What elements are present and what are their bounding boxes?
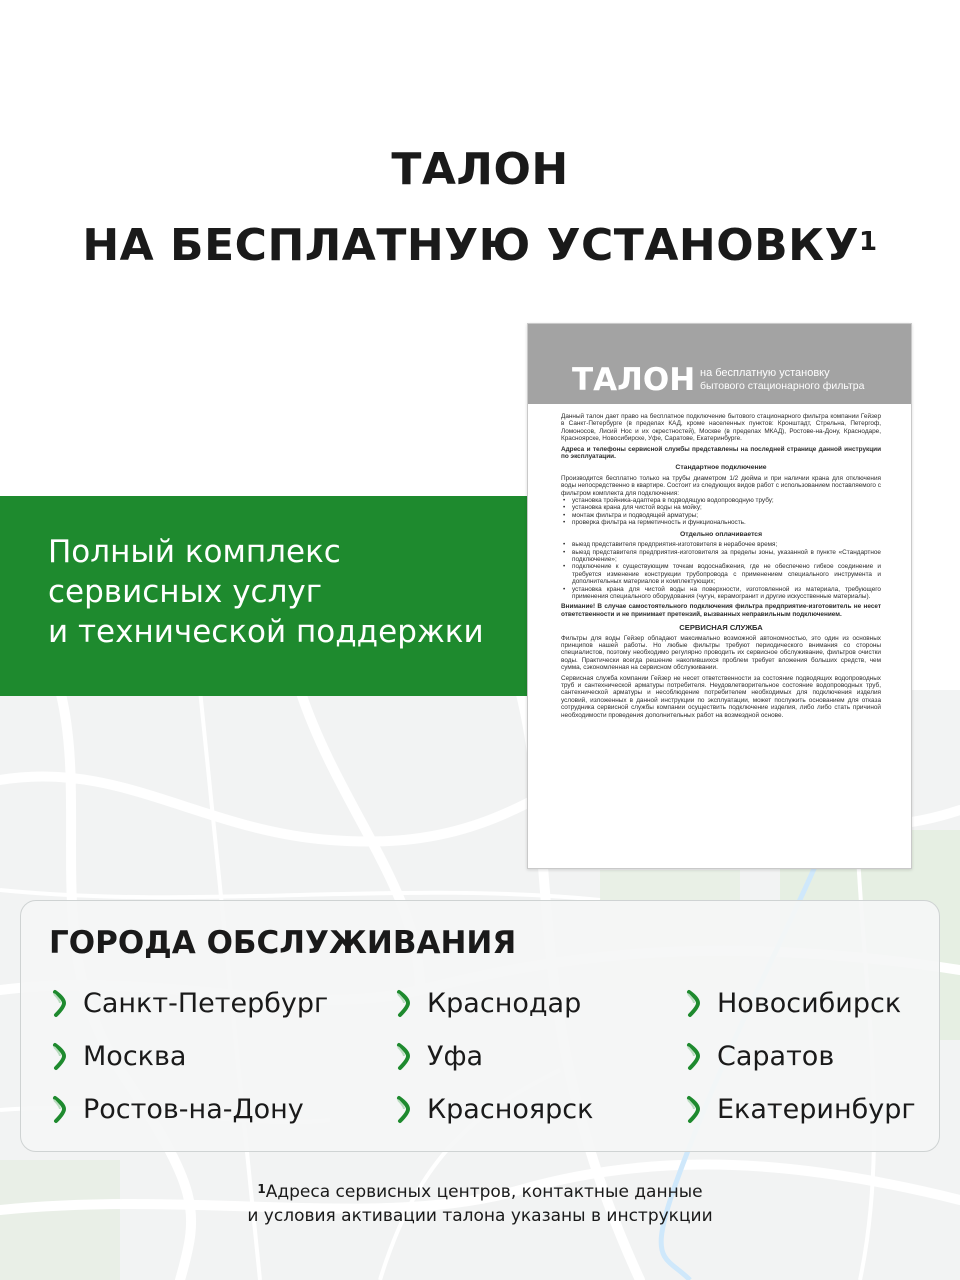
chevron-right-icon [683, 1094, 705, 1124]
city-name: Краснодар [427, 987, 582, 1019]
service-paragraph-1: Фильтры для воды Гейзер обладают максимально возможной автономностью, это один из основных принципов нашей работы. Но любые фильтры требуют периодического внимания со стороны специалистов, поэтому необходимо регулярно проводить их сервисное обслуживание, фильтров очистки воды. Практически всегда решение накопившихся проблем требует вложения больших средств, чем сумма, сэкономленная на сервисном обслуживании. [561, 634, 881, 672]
chevron-right-icon [49, 1041, 71, 1071]
title-line-1: ТАЛОН [391, 144, 569, 195]
city-item [393, 1089, 593, 1129]
page-title [0, 132, 960, 284]
list-item: • проверка фильтра на герметичность и функциональность. [561, 519, 881, 526]
list-item: • установка крана для чистой воды на мойку; [561, 504, 881, 511]
footnote-line-1 [0, 1180, 960, 1204]
service-cities-panel [20, 900, 940, 1152]
list-item: • установка крана для чистой воды на поверхности, изготовленной из материала, требующего применения специального оборудования (чугун, керамогранит и другие искусственные материалы). [561, 586, 881, 601]
list-item: • монтаж фильтра и подводящей арматуры; [561, 512, 881, 519]
standard-connection-text: Производится бесплатно только на трубы диаметром 1/2 дюйма и при наличии крана для отключения воды непосредственно в квартире. Состоит из следующих видов работ с использованием поставляемого с фильтром комплекта для подключения: [561, 474, 881, 497]
list-item: • подключение к существующим точкам водоснабжения, где не обеспечено гибкое соединение и требуется изменение конструкции трубопровода с применением специального инструмента и дополнительных материалов и комплектующих; [561, 563, 881, 585]
list-item: • выезд представителя предприятия-изготовителя в нерабочее время; [561, 541, 881, 548]
city-item [49, 983, 328, 1023]
list-item: • выезд представителя предприятия-изготовителя за пределы зоны, указанной в пункте «Стандартное подключение»; [561, 549, 881, 564]
chevron-right-icon [393, 1094, 415, 1124]
city-name: Уфа [427, 1040, 484, 1072]
city-item [393, 983, 581, 1023]
city-name: Санкт-Петербург [83, 987, 329, 1019]
city-item [683, 1089, 916, 1129]
title-footnote-marker: 1 [859, 227, 878, 257]
coupon-document [527, 323, 912, 869]
city-item [49, 1089, 304, 1129]
title-line-2 [0, 208, 960, 284]
list-item: • установка тройника-адаптера в подводящую водопроводную трубу; [561, 497, 881, 504]
footnote-line-1-text: Адреса сервисных центров, контактные данные [265, 1182, 703, 1202]
service-paragraph-2: Сервисная служба компании Гейзер не несет ответственности за состояние подводящих водопроводных труб и сантехнической арматуры потребителя. Неудовлетворительное состояние водопроводных труб, сантехнической арматуры и несоблюдение потребителем необходимых для подключения изделия условий, изложенных в данной инструкции по эксплуатации, может послужить основанием для отказа сотрудника сервисной службы компании осуществить подключение изделия, либо либо стать причиной необходимости проведения дополнительных работ на возмездной основе. [561, 674, 881, 719]
coupon-document-title: ТАЛОН [572, 362, 696, 398]
coupon-intro: Данный талон дает право на бесплатное подключение бытового стационарного фильтра компании Гейзер в Санкт-Петербурге (в пределах КАД, кроме населенных пунктов: Кронштадт, Стрельна, Петергоф, Ломоносов, Лисий Нос и их окрестностей), Москве (в пределах МКАД), Ростове-на-Дону, Краснодаре, Красноярске, Новосибирске, Уфе, Саратове, Екатеринбурге. [561, 413, 881, 443]
footnote [0, 1180, 960, 1228]
chevron-right-icon [49, 1094, 71, 1124]
coupon-document-body [561, 413, 881, 722]
coupon-document-subtitle [700, 367, 865, 393]
footnote-line-2: и условия активации талона указаны в инструкции [247, 1206, 713, 1226]
city-name: Екатеринбург [717, 1093, 916, 1125]
city-name: Саратов [717, 1040, 835, 1072]
chevron-right-icon [49, 988, 71, 1018]
city-item [49, 1036, 186, 1076]
paid-services-heading: Отдельно оплачивается [679, 530, 763, 538]
coupon-document-subtitle-1: на бесплатную установку [700, 367, 830, 379]
tagline-banner [0, 496, 530, 696]
tagline [48, 532, 518, 652]
tagline-line-2: сервисных услуг [48, 574, 323, 610]
tagline-line-1: Полный комплекс [48, 534, 341, 570]
standard-connection-list [561, 497, 881, 527]
coupon-contacts-note: Адреса и телефоны сервисной службы представлены на последней странице данной инструкции по эксплуатации. [561, 445, 881, 461]
city-item [393, 1036, 483, 1076]
city-name: Красноярск [427, 1093, 594, 1125]
footnote-marker: 1 [257, 1182, 266, 1196]
chevron-right-icon [393, 988, 415, 1018]
city-name: Москва [83, 1040, 187, 1072]
coupon-document-subtitle-2: бытового стационарного фильтра [700, 380, 865, 392]
service-heading: СЕРВИСНАЯ СЛУЖБА [679, 623, 763, 633]
chevron-right-icon [683, 988, 705, 1018]
city-name: Ростов-на-Дону [83, 1093, 304, 1125]
chevron-right-icon [393, 1041, 415, 1071]
city-item [683, 983, 901, 1023]
coupon-document-header [528, 324, 911, 404]
city-item [683, 1036, 834, 1076]
chevron-right-icon [683, 1041, 705, 1071]
paid-services-list [561, 541, 881, 600]
tagline-line-3: и технической поддержки [48, 614, 484, 650]
city-name: Новосибирск [717, 987, 902, 1019]
service-cities-title: ГОРОДА ОБСЛУЖИВАНИЯ [49, 925, 517, 961]
title-line-2-text: НА БЕСПЛАТНУЮ УСТАНОВКУ [82, 220, 860, 271]
standard-connection-heading: Стандартное подключение [675, 464, 767, 472]
warning-note: Внимание! В случае самостоятельного подключения фильтра предприятие-изготовитель не несет ответственности и не принимает претензий, вызванных неправильным подключением. [561, 603, 881, 618]
